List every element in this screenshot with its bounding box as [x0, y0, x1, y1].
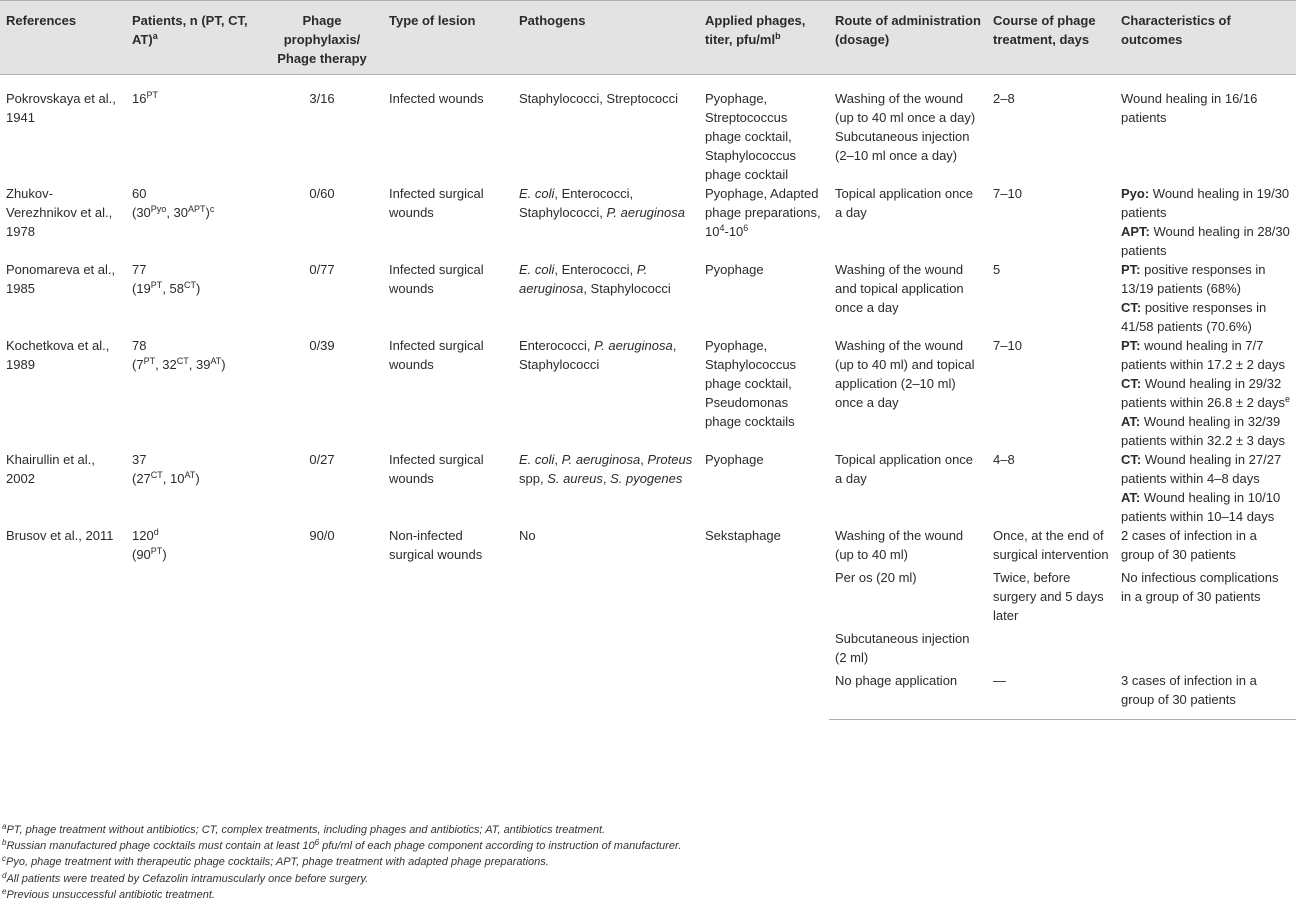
- cell-pathogens: E. coli, P. aeruginosa, Proteus spp, S. aureus, S. pyogenes: [519, 452, 693, 486]
- cell-phages: Pyophage: [705, 452, 764, 467]
- cell-phages: Sekstaphage: [705, 528, 781, 543]
- cell-outcome: 2 cases of infection in a group of 30 patients: [1121, 528, 1257, 562]
- cell-phages: Pyophage, Staphylococcus phage cocktail, Pseudomonas phage cocktails: [705, 338, 797, 429]
- cell-outcome: CT: Wound healing in 27/27 patients within 4–8 days AT: Wound healing in 10/10 patients within 10–14 days: [1121, 452, 1282, 524]
- cell-reference: Pokrovskaya et al., 1941: [6, 91, 116, 125]
- cell-course: 7–10: [993, 338, 1022, 353]
- cell-reference: Kochetkova et al., 1989: [6, 338, 110, 372]
- cell-course: 7–10: [993, 186, 1022, 201]
- cell-course: [987, 625, 1115, 667]
- cell-reference: Khairullin et al., 2002: [6, 452, 95, 486]
- cell-prophylaxis: 0/60: [309, 186, 335, 201]
- cell-pathogens: No: [519, 528, 536, 543]
- header-outcomes: Characteristics of outcomes: [1115, 1, 1296, 75]
- cell-pathogens: E. coli, Enterococci, Staphylococci, P. aeruginosa: [519, 186, 685, 220]
- header-prophylaxis: Phage prophylaxis/ Phage therapy: [261, 1, 383, 75]
- cell-patients: 37 ($27^{CT}$, $10^{AT}$): [132, 452, 200, 486]
- cell-outcome: [1115, 625, 1296, 667]
- cell-prophylaxis: 0/77: [309, 262, 335, 277]
- cell-lesion: Non-infected surgical wounds: [389, 528, 483, 562]
- cell-lesion: Infected surgical wounds: [389, 452, 484, 486]
- cell-patients: 120$^d$ $(90^{PT})$: [132, 527, 167, 562]
- footnote: $^d$All patients were treated by Cefazolin intramuscularly once before surgery.: [2, 870, 369, 885]
- cell-lesion: Infected wounds: [389, 91, 484, 106]
- cell-route: Topical application once a day: [835, 186, 974, 220]
- cell-outcome: Wound healing in 16/16 patients: [1121, 91, 1258, 125]
- header-applied-phages: Applied phages, titer, pfu/$ml^b$: [699, 1, 829, 75]
- cell-patients: 60 ($30^{Pyo}$, $30^{APT})^c$: [132, 186, 215, 220]
- table-header: [0, 1, 1296, 75]
- cell-course: Once, at the end of surgical intervention: [993, 528, 1109, 562]
- header-references: References: [0, 1, 126, 75]
- header-route: Route of administration (dosage): [829, 1, 987, 75]
- cell-course: 2–8: [993, 91, 1015, 106]
- cell-patients: $16^{PT}$: [132, 90, 158, 106]
- cell-reference: Brusov et al., 2011: [6, 528, 114, 543]
- cell-pathogens: E. coli, Enterococci, P. aeruginosa, Staphylococci: [519, 262, 671, 296]
- cell-outcome: 3 cases of infection in a group of 30 patients: [1115, 667, 1296, 720]
- footnote: $^e$Previous unsuccessful antibiotic treatment.: [2, 886, 215, 901]
- cell-outcome: No infectious complications in a group of 30 patients: [1121, 570, 1279, 604]
- cell-route: No phage application: [829, 667, 987, 720]
- cell-reference: Ponomareva et al., 1985: [6, 262, 116, 296]
- cell-reference: Zhukov-Verezhnikov et al., 1978: [6, 186, 113, 239]
- cell-pathogens: Enterococci, P. aeruginosa, Staphylococci: [519, 338, 677, 372]
- cell-route: Subcutaneous injection (2 ml): [835, 631, 970, 665]
- header-pathogens: Pathogens: [513, 1, 699, 75]
- header-course: Course of phage treatment, days: [987, 1, 1115, 75]
- cell-prophylaxis: 3/16: [309, 91, 335, 106]
- cell-course: Twice, before surgery and 5 days later: [993, 570, 1104, 623]
- cell-route: Washing of the wound and topical application once a day: [835, 262, 964, 315]
- cell-route: Washing of the wound (up to 40 ml once a day) Subcutaneous injection (2–10 ml once a day): [835, 91, 976, 163]
- cell-prophylaxis: 0/27: [309, 452, 335, 467]
- table-row: [0, 526, 1296, 564]
- cell-pathogens: Staphylococci, Streptococci: [519, 91, 678, 106]
- cell-phages: Pyophage, Adapted phage preparations, $10^4-10^6$: [705, 186, 821, 239]
- cell-course: 5: [993, 262, 1001, 277]
- cell-outcome: PT: positive responses in 13/19 patients (68%) CT: positive responses in 41/58 patients (70.6%): [1121, 262, 1267, 334]
- cell-route: Washing of the wound (up to 40 ml): [835, 528, 964, 562]
- cell-lesion: Infected surgical wounds: [389, 338, 484, 372]
- header-lesion-type: Type of lesion: [383, 1, 513, 75]
- cell-route: Topical application once a day: [835, 452, 974, 486]
- table-row: [0, 184, 1296, 260]
- footnote: $^a$PT, phage treatment without antibiotics; CT, complex treatments, including phages and antibiotics; AT, antibiotics treatment.: [2, 822, 606, 836]
- cell-prophylaxis: 0/39: [309, 338, 335, 353]
- cell-lesion: Infected surgical wounds: [389, 186, 484, 220]
- cell-route: Per os (20 ml): [835, 570, 917, 585]
- cell-course: —: [987, 667, 1115, 720]
- cell-phages: Pyophage, Streptococcus phage cocktail, Staphylococcus phage cocktail: [705, 91, 797, 182]
- cell-patients: 78 ($7^{PT}$, $32^{CT}$, $39^{AT}$): [132, 338, 226, 372]
- table-row: [0, 336, 1296, 450]
- cell-prophylaxis: 90/0: [309, 528, 335, 543]
- cell-course: 4–8: [993, 452, 1015, 467]
- cell-lesion: Infected surgical wounds: [389, 262, 484, 296]
- footnote: $^b$Russian manufactured phage cocktails must contain at least $10^6$ pfu/ml of each phage component according to instruction of manufacturer.: [2, 838, 682, 853]
- table-row: [0, 450, 1296, 526]
- table-footnotes: [2, 822, 1292, 903]
- cell-phages: Pyophage: [705, 262, 764, 277]
- cell-outcome: Pyo: Wound healing in 19/30 patients APT: Wound healing in 28/30 patients: [1121, 186, 1290, 258]
- cell-patients: 77 ($19^{PT}$, $58^{CT}$): [132, 262, 201, 296]
- header-patients: Patients, n (PT, CT, AT)$^a$: [126, 1, 261, 75]
- cell-route: Washing of the wound (up to 40 ml) and topical application (2–10 ml) once a day: [835, 338, 975, 410]
- footnote: $^c$Pyo, phage treatment with therapeutic phage cocktails; APT, phage treatment with adapted phage preparations.: [2, 854, 549, 869]
- cell-outcome: PT: wound healing in 7/7 patients within 17.2 ± 2 days CT: Wound healing in 29/32 patients within 26.8 ± 2 days$^e$ AT: Wound healing in 32/39 patients within 32.2 ± 3 days: [1121, 338, 1290, 448]
- table-body: [0, 75, 1296, 720]
- table-row: [0, 260, 1296, 336]
- table-row: [0, 75, 1296, 185]
